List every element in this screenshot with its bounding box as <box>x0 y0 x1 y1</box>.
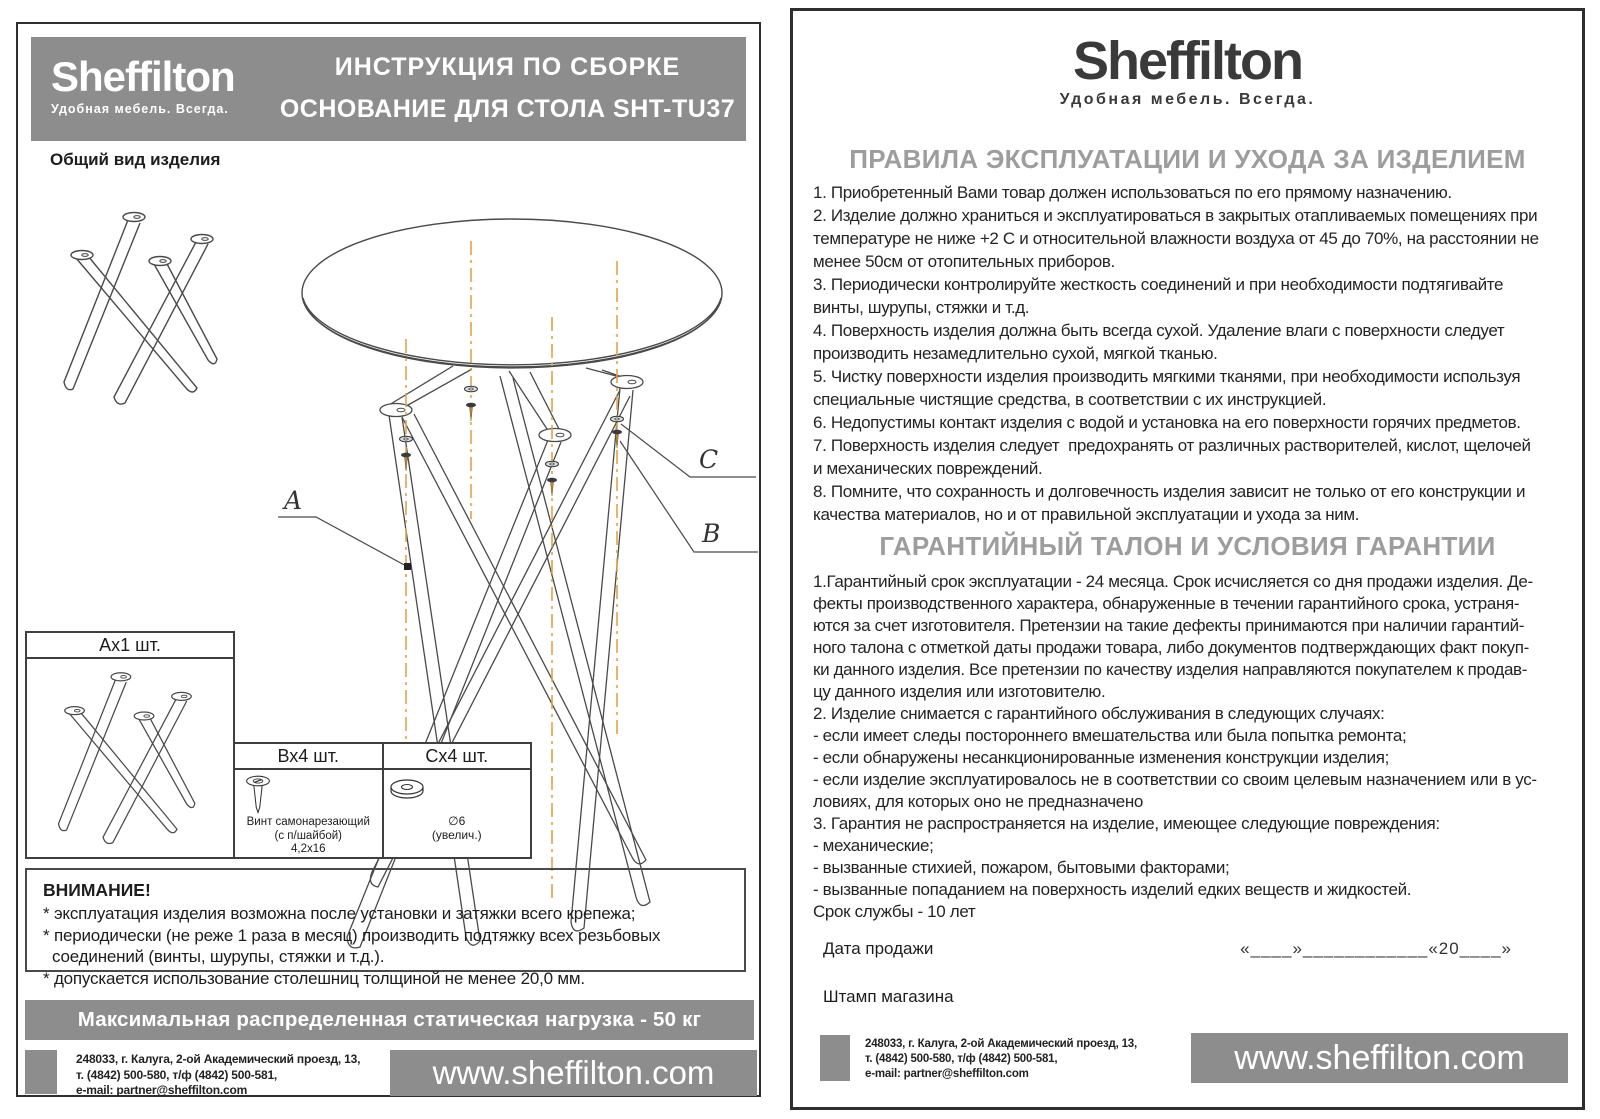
text-line: - механические; <box>813 836 934 855</box>
text-line: 1.Гарантийный срок эксплуатации - 24 месяца. Срок исчисляется со дня продажи изделия. Де- <box>813 572 1533 591</box>
text-line: ного талона с отметкой даты продажи товара, либо документов подтверждающих факт покуп- <box>813 638 1529 657</box>
text-line: ки данного изделия. Все претензии по качеству изделия направляются покупателем к продав- <box>813 660 1528 679</box>
exploded-view-diagram <box>20 189 758 979</box>
warranty-heading: ГАРАНТИЙНЫЙ ТАЛОН И УСЛОВИЯ ГАРАНТИИ <box>879 531 1496 561</box>
text-line: - вызванные стихией, пожаром, бытовыми факторами; <box>813 858 1230 877</box>
text-line: 6. Недопустимы контакт изделия с водой и установка на его поверхности горячих предметов. <box>813 413 1521 432</box>
brand-name: Sheffilton <box>51 53 235 100</box>
label-b: B <box>702 519 721 548</box>
text-line: 7. Поверхность изделия следует предохранять от различных растворителей, кислот, щелочей <box>813 436 1531 455</box>
max-load-banner: Максимальная распределенная статическая нагрузка - 50 кг <box>25 1000 754 1040</box>
text-line: - если изделие эксплуатировалось не в соответствии со своим целевым назначением или в ус- <box>813 770 1537 789</box>
part-b-title: Вх4 шт. <box>235 744 382 770</box>
assembly-instruction-page <box>16 22 761 1097</box>
brand-logo <box>31 37 269 141</box>
text-line: 2. Изделие снимается с гарантийного обслуживания в следующих случаях: <box>813 704 1385 723</box>
warranty-page <box>790 8 1585 1110</box>
text-line: ∅6 <box>448 814 466 828</box>
washer-icon <box>384 774 430 808</box>
text-line: т. (4842) 500-580, т/ф (4842) 500-581, <box>76 1067 278 1082</box>
text-line: Срок службы - 10 лет <box>813 902 976 921</box>
website-banner: www.sheffilton.com <box>390 1050 757 1096</box>
brand-name: Sheffilton <box>1073 31 1302 91</box>
footer-accent-square <box>820 1035 850 1081</box>
screw-icon <box>235 774 281 816</box>
text-line: - вызванные попаданием на поверхность изделий едких веществ и жидкостей. <box>813 880 1412 899</box>
part-a-drawing <box>27 659 229 855</box>
text-line: 3. Гарантия не распространяется на изделие, имеющее следующие повреждения: <box>813 814 1440 833</box>
text-line: 5. Чистку поверхности изделия производить мягкими тканями, при необходимости используя <box>813 367 1521 386</box>
company-address <box>76 1052 360 1099</box>
care-rules-heading: ПРАВИЛА ЭКСПЛУАТАЦИИ И УХОДА ЗА ИЗДЕЛИЕМ <box>849 144 1526 174</box>
warning-title: ВНИМАНИЕ! <box>43 880 151 900</box>
brand-logo <box>793 33 1582 109</box>
text-line: производить незамедлительно сухой, мягкой тканью. <box>813 344 1218 363</box>
part-b-description <box>235 816 382 857</box>
text-line: 4,2х16 <box>290 843 326 855</box>
text-line: менее 50см от отопительных приборов. <box>813 252 1115 271</box>
text-line: цу данного изделия или изготовителю. <box>813 682 1106 701</box>
text-line: ловиях, для которых оно не предназначено <box>813 792 1143 811</box>
text-line: e-mail: partner@sheffilton.com <box>865 1068 1029 1080</box>
part-a-box <box>25 631 235 859</box>
left-header-banner <box>31 37 746 141</box>
brand-tagline: Удобная мебель. Всегда. <box>51 102 229 116</box>
text-line: соединений (винты, шурупы, стяжки и т.д.). <box>43 947 385 966</box>
warranty-text <box>813 571 1537 923</box>
website-banner: www.sheffilton.com <box>1191 1033 1568 1083</box>
sale-date-label: Дата продажи <box>823 939 934 958</box>
warning-text <box>43 903 744 989</box>
text-line: Винт самонарезающий <box>246 816 370 828</box>
section-title: Общий вид изделия <box>50 150 221 169</box>
base-overview-drawing <box>64 213 217 405</box>
text-line: 248033, г. Калуга, 2-ой Академический проезд, 13, <box>865 1038 1137 1050</box>
warning-box <box>25 868 746 988</box>
text-line: специальные чистящие средства, в соответствии с их инструкцией. <box>813 390 1327 409</box>
page-title: ИНСТРУКЦИЯ ПО СБОРКЕ <box>334 53 681 81</box>
text-line: (увелич.) <box>431 828 482 842</box>
base-wires-drawing <box>347 366 650 948</box>
text-line: температуре не ниже +2 С и относительной влажности воздуха от 45 до 70%, на расстоянии не <box>813 229 1539 248</box>
text-line: 4. Поверхность изделия должна быть всегда сухой. Удаление влаги с поверхности следует <box>813 321 1505 340</box>
text-line: * эксплуатация изделия возможна после установки и затяжки всего крепежа; <box>43 904 636 923</box>
text-line: ются за счет изготовителя. Претензии на такие дефекты принимаются при наличии гарантий- <box>813 616 1525 635</box>
label-a: A <box>284 486 303 515</box>
part-b-cell <box>235 744 382 857</box>
part-a-title: Ах1 шт. <box>27 633 233 659</box>
footer-accent-square <box>25 1050 57 1094</box>
text-line: - если обнаружены несанкционированные изменения конструкции изделия; <box>813 748 1389 767</box>
part-c-cell <box>382 744 531 857</box>
shop-stamp-label: Штамп магазина <box>823 987 954 1006</box>
sale-date-blank: «____»____________«20____» <box>1240 939 1512 958</box>
company-address <box>865 1037 1137 1082</box>
parts-bc-table <box>233 742 532 859</box>
mounting-pads <box>380 376 643 442</box>
text-line: (с п/шайбой) <box>274 829 342 842</box>
part-c-description <box>384 808 531 842</box>
text-line: т. (4842) 500-580, т/ф (4842) 500-581, <box>865 1053 1058 1065</box>
text-line: 1. Приобретенный Вами товар должен использоваться по его прямому назначению. <box>813 183 1452 202</box>
text-line: * допускается использование столешниц толщиной не менее 20,0 мм. <box>43 968 585 988</box>
text-line: 3. Периодически контролируйте жесткость соединений и при необходимости подтягивайте <box>813 275 1504 294</box>
text-line: 248033, г. Калуга, 2-ой Академический проезд, 13, <box>76 1052 361 1066</box>
brand-tagline: Удобная мебель. Всегда. <box>1059 91 1316 108</box>
label-c: C <box>699 445 719 474</box>
text-line: 8. Помните, что сохранность и долговечность изделия зависит не только от его конструкции и <box>813 482 1526 501</box>
care-rules-text <box>813 181 1539 526</box>
washer-parts <box>400 386 624 467</box>
text-line: винты, шурупы, стяжки и т.д. <box>813 298 1030 317</box>
text-line: качества материалов, но и от правильной эксплуатации и ухода за ним. <box>813 505 1360 524</box>
text-line: e-mail: partner@sheffilton.com <box>76 1083 248 1097</box>
header-titles <box>269 37 746 141</box>
text-line: фекты производственного характера, обнаруженные в течении гарантийного срока, устраня- <box>813 594 1520 613</box>
part-c-title: Сх4 шт. <box>384 744 531 770</box>
text-line: * периодически (не реже 1 раза в месяц) производить подтяжку всех резьбовых <box>43 925 661 945</box>
text-line: 2. Изделие должно храниться и эксплуатироваться в закрытых отапливаемых помещениях при <box>813 206 1538 225</box>
page-subtitle: ОСНОВАНИЕ ДЛЯ СТОЛА SHT-TU37 <box>279 95 736 123</box>
tabletop-drawing <box>302 219 722 368</box>
text-line: - если имеет следы постороннего вмешательства или была попытка ремонта; <box>813 726 1407 745</box>
label-a-marker <box>404 563 411 570</box>
text-line: и механических повреждений. <box>813 459 1043 478</box>
